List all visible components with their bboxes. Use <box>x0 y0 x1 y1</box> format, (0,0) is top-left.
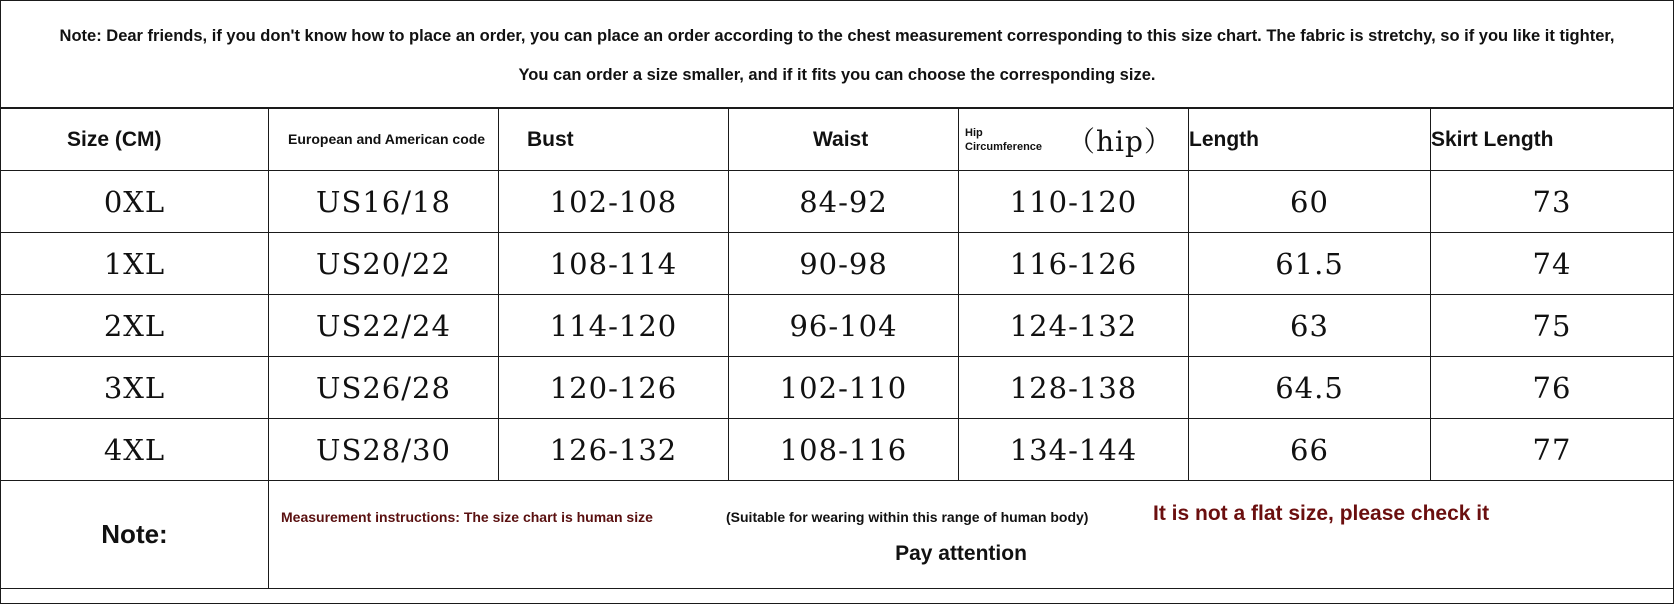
measurement-instructions: Measurement instructions: The size chart is human size <box>281 509 653 525</box>
cell-skirt: 76 <box>1431 357 1674 419</box>
cell-bust: 114-120 <box>499 295 729 357</box>
header-hip <box>959 109 1189 171</box>
top-note-line2: You can order a size smaller, and if it fits you can choose the corresponding size. <box>518 66 1156 84</box>
header-length: Length <box>1189 109 1431 171</box>
cell-hip: 124-132 <box>959 295 1189 357</box>
cell-skirt: 74 <box>1431 233 1674 295</box>
header-skirt: Skirt Length <box>1431 109 1674 171</box>
cell-length: 66 <box>1189 419 1431 481</box>
cell-hip: 110-120 <box>959 171 1189 233</box>
cell-size: 0XL <box>1 171 269 233</box>
cell-code: US26/28 <box>269 357 499 419</box>
note-row <box>1 481 1674 589</box>
cell-bust: 102-108 <box>499 171 729 233</box>
cell-waist: 102-110 <box>729 357 959 419</box>
table-row <box>1 419 1674 481</box>
header-code: European and American code <box>269 109 499 171</box>
cell-skirt: 73 <box>1431 171 1674 233</box>
cell-waist: 108-116 <box>729 419 959 481</box>
cell-length: 61.5 <box>1189 233 1431 295</box>
suitable-range-note: (Suitable for wearing within this range of human body) <box>726 509 1089 525</box>
cell-length: 63 <box>1189 295 1431 357</box>
header-hip-small: Hip Circumference <box>965 126 1043 153</box>
cell-code: US20/22 <box>269 233 499 295</box>
cell-size: 1XL <box>1 233 269 295</box>
table-row <box>1 233 1674 295</box>
cell-waist: 84-92 <box>729 171 959 233</box>
cell-length: 64.5 <box>1189 357 1431 419</box>
cell-waist: 90-98 <box>729 233 959 295</box>
note-label: Note: <box>1 481 269 589</box>
cell-length: 60 <box>1189 171 1431 233</box>
header-hip-big: （hip） <box>1067 124 1173 158</box>
cell-code: US28/30 <box>269 419 499 481</box>
cell-skirt: 77 <box>1431 419 1674 481</box>
header-bust: Bust <box>499 109 729 171</box>
cell-bust: 126-132 <box>499 419 729 481</box>
cell-hip: 128-138 <box>959 357 1189 419</box>
table-row <box>1 171 1674 233</box>
size-table <box>0 108 1674 589</box>
top-note-line1: Note: Dear friends, if you don't know how to place an order, you can place an order according to the chest measurement corresponding to this size chart. The fabric is stretchy, so if you like it tighter, <box>59 27 1615 45</box>
cell-bust: 120-126 <box>499 357 729 419</box>
flat-size-warning: It is not a flat size, please check it <box>1153 502 1490 525</box>
cell-bust: 108-114 <box>499 233 729 295</box>
cell-size: 3XL <box>1 357 269 419</box>
cell-code: US16/18 <box>269 171 499 233</box>
cell-hip: 116-126 <box>959 233 1189 295</box>
header-row <box>1 109 1674 171</box>
cell-size: 4XL <box>1 419 269 481</box>
header-waist: Waist <box>729 109 959 171</box>
cell-size: 2XL <box>1 295 269 357</box>
note-body <box>269 481 1674 589</box>
top-note <box>1 1 1673 109</box>
table-row <box>1 357 1674 419</box>
cell-skirt: 75 <box>1431 295 1674 357</box>
table-row <box>1 295 1674 357</box>
pay-attention: Pay attention <box>895 542 1027 565</box>
header-size: Size (CM) <box>1 109 269 171</box>
cell-code: US22/24 <box>269 295 499 357</box>
cell-hip: 134-144 <box>959 419 1189 481</box>
cell-waist: 96-104 <box>729 295 959 357</box>
